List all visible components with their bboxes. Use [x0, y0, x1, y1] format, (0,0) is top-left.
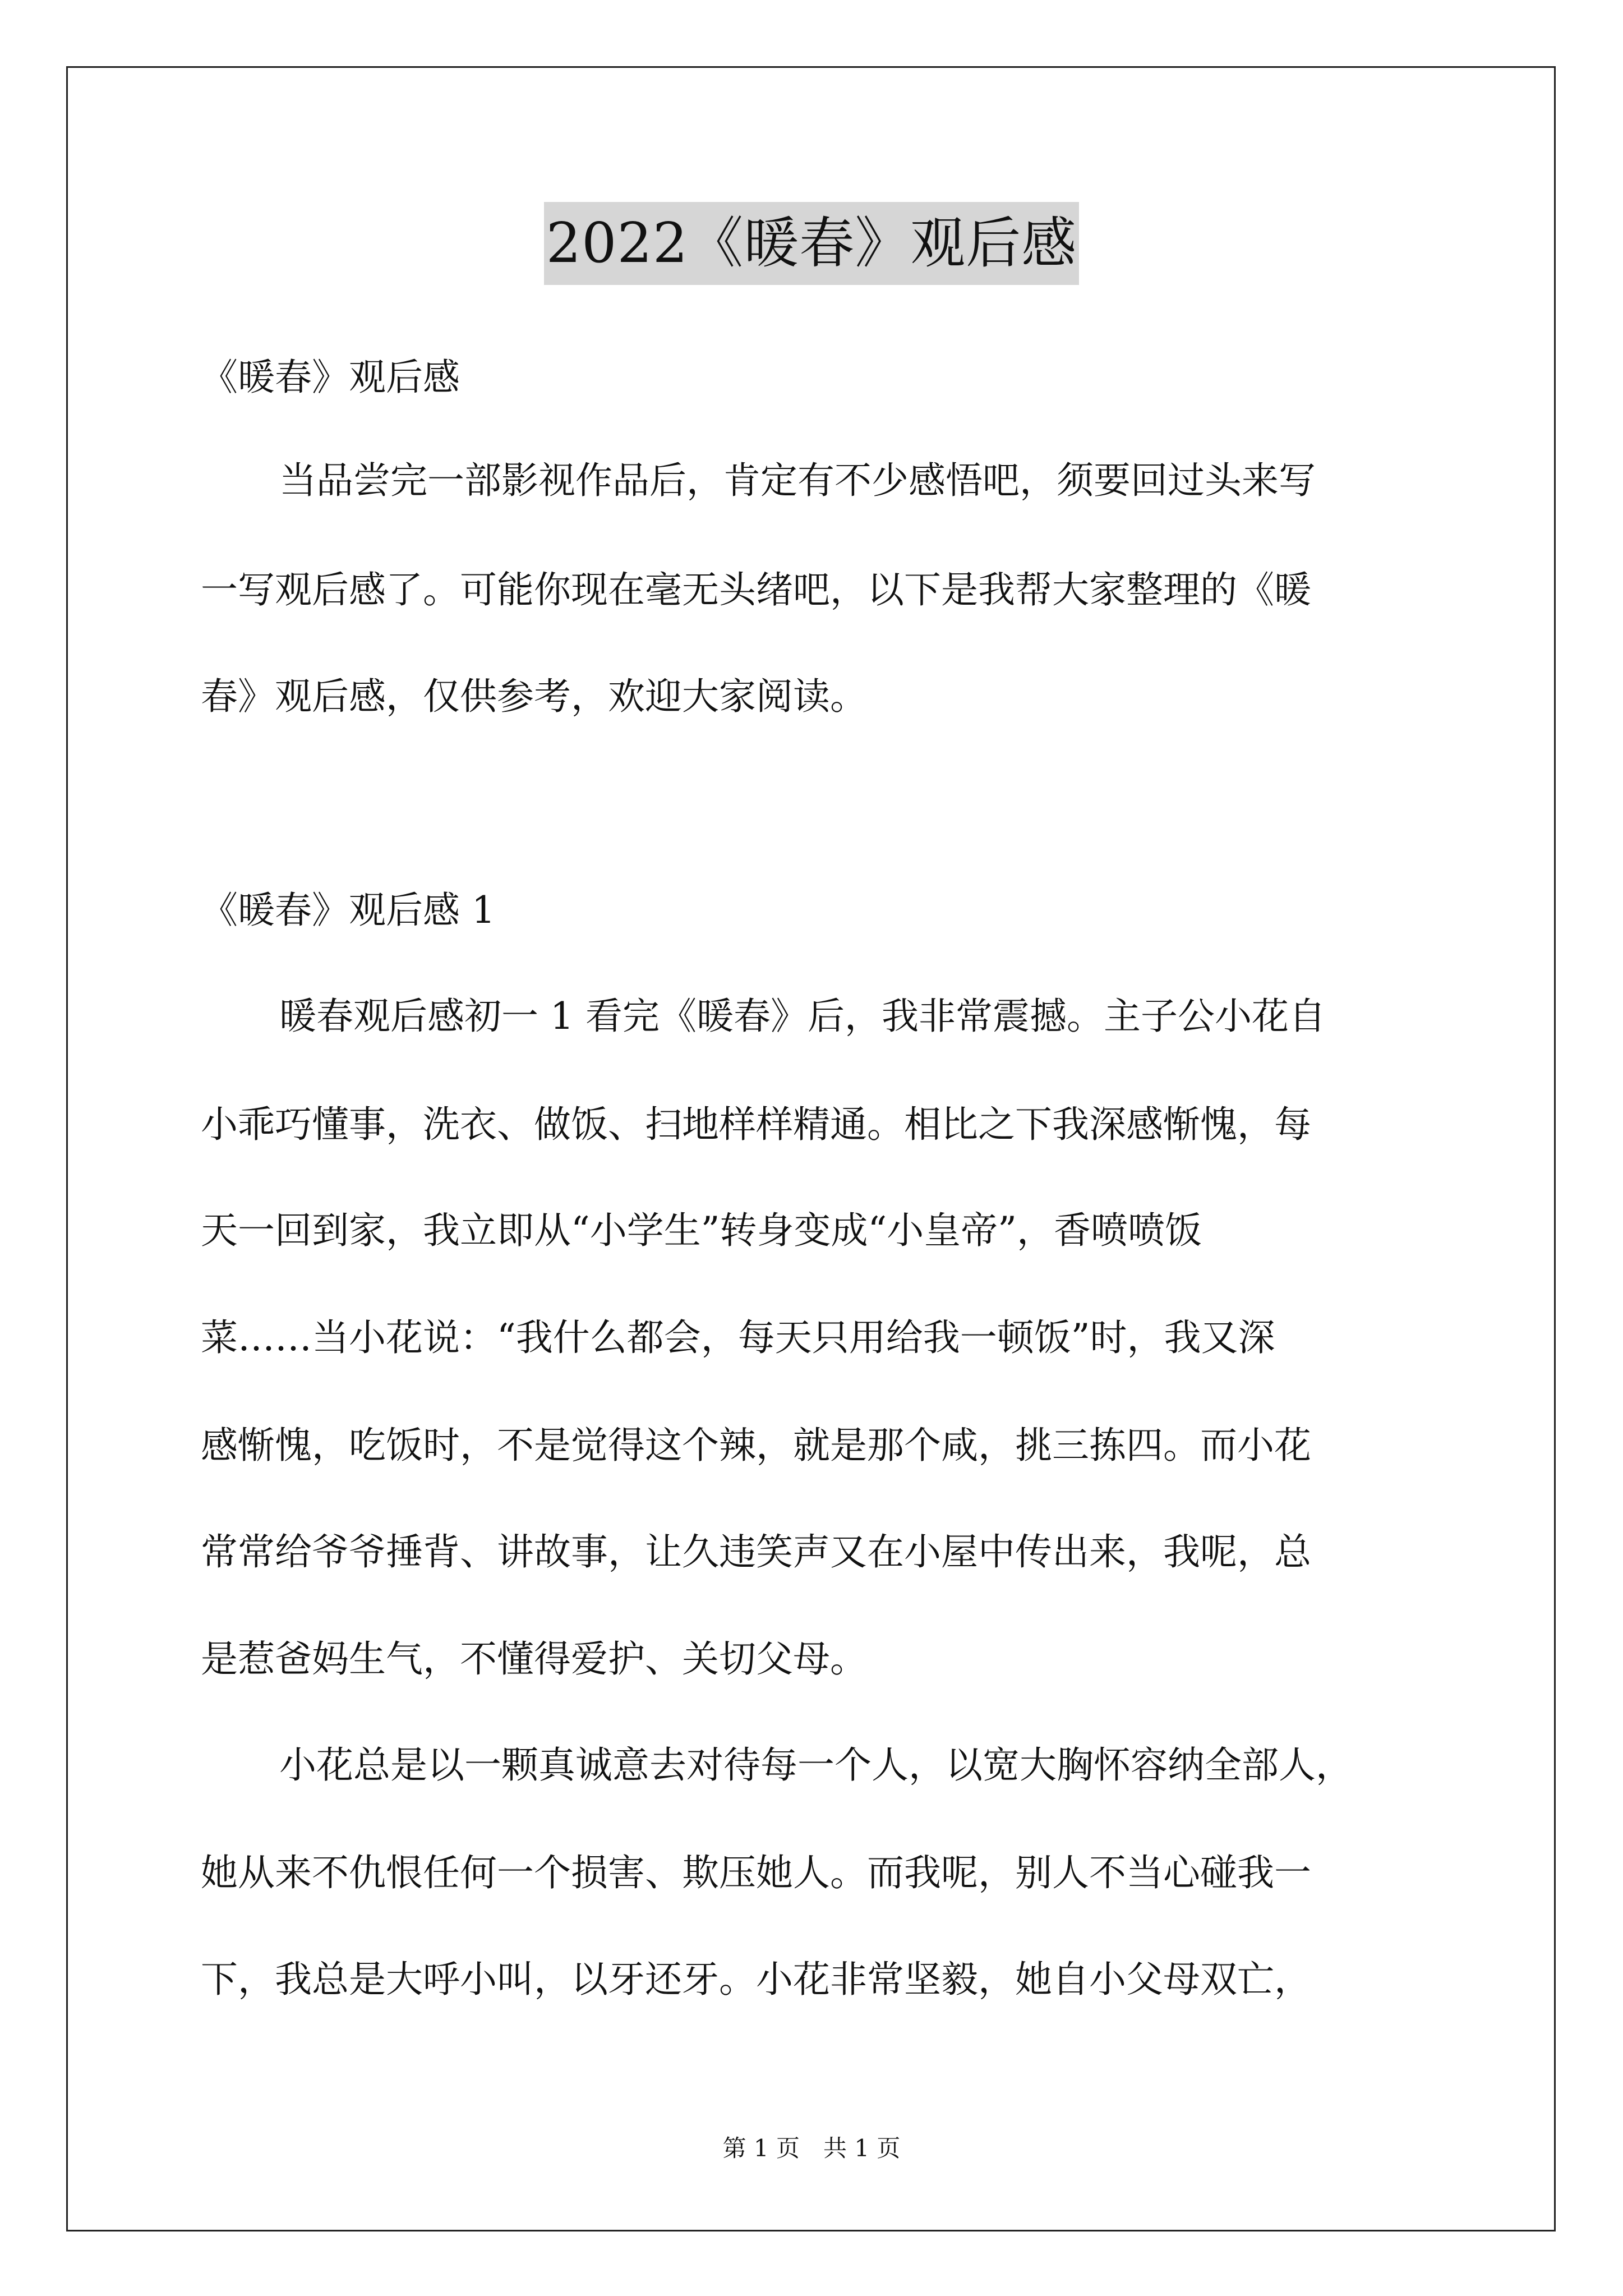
- page-footer: 第 1 页 共 1 页: [722, 2134, 901, 2162]
- title-container: [0, 202, 1623, 285]
- intro-line-2: 一写观后感了。可能你现在毫无头绪吧，以下是我帮大家整理的《暖: [201, 568, 1311, 611]
- para1-line-2: 小乖巧懂事，洗衣、做饭、扫地样样精通。相比之下我深感惭愧，每: [201, 1103, 1311, 1146]
- intro-line-1: 当品尝完一部影视作品后，肯定有不少感悟吧，须要回过头来写: [279, 459, 1316, 502]
- para2-line-2: 她从来不仇恨任何一个损害、欺压她人。而我呢，别人不当心碰我一: [201, 1851, 1311, 1894]
- para1-line-1: 暖春观后感初一 1 看完《暖春》后，我非常震撼。主子公小花自: [279, 995, 1326, 1038]
- intro-line-3: 春》观后感，仅供参考，欢迎大家阅读。: [201, 675, 867, 718]
- para1-line-7: 是惹爸妈生气，不懂得爱护、关切父母。: [201, 1637, 867, 1681]
- section-heading: 《暖春》观后感 1: [201, 889, 495, 932]
- para1-line-4: 菜……当小花说：“我什么都会，每天只用给我一顿饭”时，我又深: [201, 1316, 1275, 1359]
- subtitle: 《暖春》观后感: [201, 356, 460, 399]
- para2-line-3: 下，我总是大呼小叫，以牙还牙。小花非常坚毅，她自小父母双亡，: [201, 1958, 1311, 2001]
- para1-line-5: 感惭愧，吃饭时，不是觉得这个辣，就是那个咸，挑三拣四。而小花: [201, 1424, 1311, 1467]
- para1-line-3: 天一回到家，我立即从“小学生”转身变成“小皇帝”，香喷喷饭: [201, 1209, 1202, 1252]
- document-title: 2022《暖春》观后感: [544, 202, 1079, 285]
- para2-line-1: 小花总是以一颗真诚意去对待每一个人，以宽大胸怀容纳全部人，: [279, 1743, 1353, 1787]
- para1-line-6: 常常给爷爷捶背、讲故事，让久违笑声又在小屋中传出来，我呢，总: [201, 1530, 1311, 1573]
